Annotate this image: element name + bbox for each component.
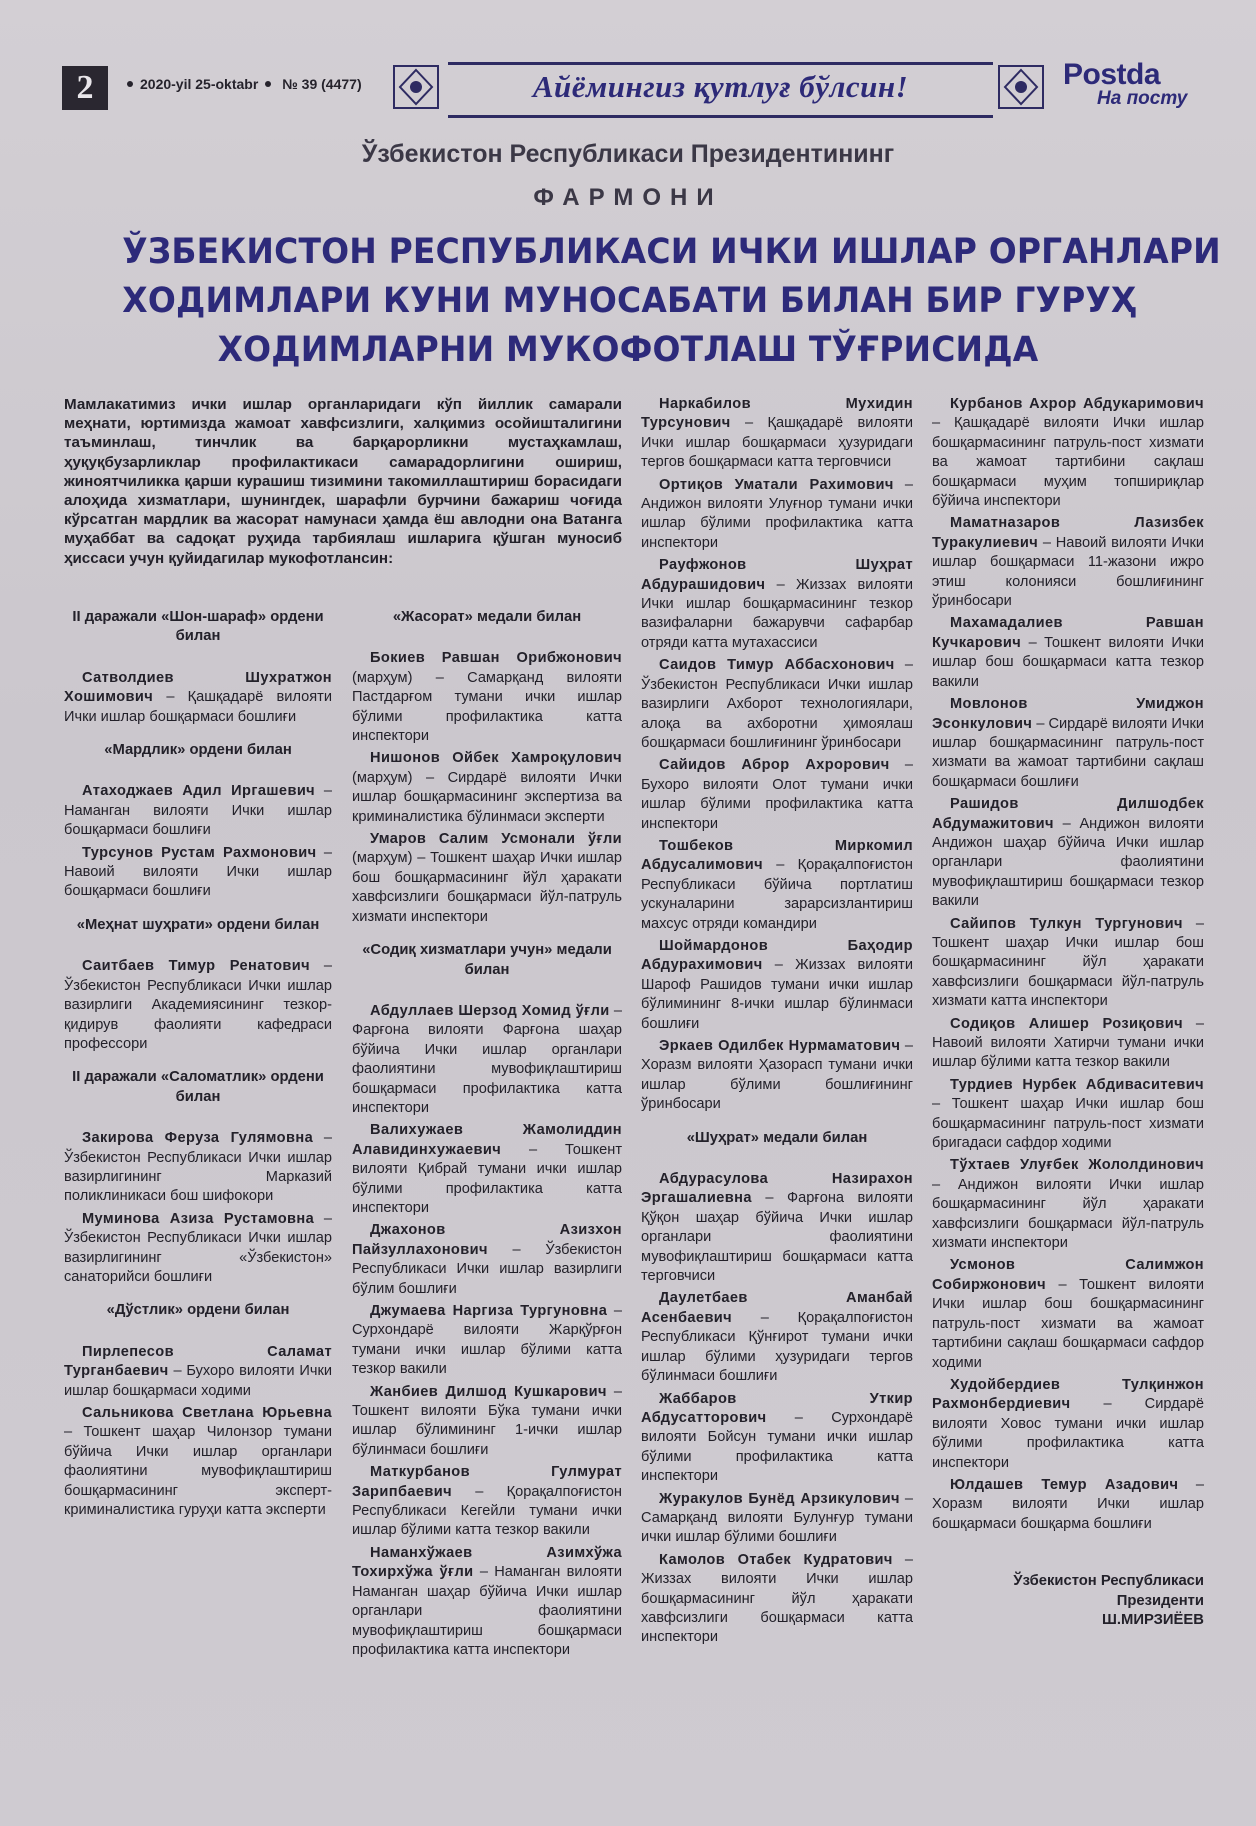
awardee-entry bbox=[64, 669, 332, 727]
awardee-position: – Тошкент вилояти Қибрай тумани ички ишлар бўлими профилактика катта инспектори bbox=[352, 1141, 622, 1216]
awardee-name: Ортиқов Уматали Рахимович bbox=[659, 476, 894, 493]
awardee-entry bbox=[932, 1076, 1204, 1154]
awardee-entry bbox=[352, 1221, 622, 1299]
awardee-entry bbox=[932, 1156, 1204, 1253]
awardee-name: Атаходжаев Адил Иргашевич bbox=[82, 783, 316, 800]
awardee-name: Наркабилов Мухидин Турсунович bbox=[641, 396, 913, 432]
awardee-entry bbox=[641, 556, 913, 653]
awardee-entry bbox=[641, 1551, 913, 1648]
awardee-name: Шоймардонов Баҳодир Абдурахимович bbox=[641, 937, 913, 974]
issue-meta bbox=[120, 76, 362, 92]
awardee-name: Тўхтаев Улуғбек Жололдинович bbox=[950, 1157, 1204, 1174]
awardee-entry bbox=[641, 1289, 913, 1386]
award-section-title: «Мардлик» ордени билан bbox=[104, 742, 292, 759]
issue-date: 2020-yil 25-oktabr bbox=[140, 76, 259, 92]
awardee-name: Маматназаров Лазизбек Туракулиевич bbox=[932, 515, 1204, 551]
newspaper-logo: Postda На посту bbox=[1063, 58, 1188, 109]
awardee-position: (марҳум) – Тошкент шаҳар Ички ишлар бош бошқармасининг йўл ҳаракати хавфсизлиги бошқармаси йўл-патруль хизмати инспектори bbox=[352, 850, 622, 925]
awardee-entry bbox=[352, 649, 622, 746]
awardee-name: Усмонов Салимжон Собиржонович bbox=[932, 1257, 1204, 1293]
awardee-position: – Бухоро вилояти Олот тумани ички ишлар бўлими профилактика катта инспектори bbox=[641, 757, 913, 832]
awardee-name: Тошбеков Миркомил Абдусалимович bbox=[641, 837, 913, 874]
awardee-entry bbox=[641, 395, 913, 473]
awardee-name: Мовлонов Умиджон Эсонкулович bbox=[932, 696, 1204, 732]
signature-block bbox=[932, 1572, 1204, 1630]
awardee-name: Пирлепесов Саламат Турганбаевич bbox=[64, 1343, 332, 1380]
awardee-entry bbox=[932, 795, 1204, 911]
awardee-name: Рашидов Дилшодбек Абдумажитович bbox=[932, 796, 1204, 832]
awardee-name: Абдуллаев Шерзод Хомид ўғли bbox=[370, 1002, 610, 1019]
awardee-entry bbox=[641, 837, 913, 934]
decree-intro: Мамлакатимиз ички ишлар органларидаги кўп йиллик самарали меҳнати, юртимизда жамоат хавфсизлиги, халқимиз осойишталигини таъминлаш, тинчлик ва барқарорликни мустаҳкамлаш, ҳуқуқбузарликлар профилактикаси самарадорлигини ошириш, жиноятчиликка қарши курашиш тизимини такомиллаштириш борасидаги алоҳида хизматлари, шунингдек, шарафли бурчини бажариш чоғида кўрсатган мардлик ва жасорат намунаси ҳамда ёш авлодни она Ватанга муҳаббат ва садоқат руҳида тарбиялаш ишларига қўшган муносиб ҳиссаси учун қуйидагилар мукофотлансин: bbox=[64, 396, 622, 567]
awardee-position: – Андижон вилояти Андижон шаҳар бўйича Ички ишлар органлари фаолиятини мувофиқлаштириш бошқармаси тезкор вакили bbox=[932, 815, 1204, 910]
awardee-entry bbox=[932, 514, 1204, 611]
awardee-position: – Наманган вилояти Наманган шаҳар бўйича Ички ишлар органлари фаолиятини мувофиқлаштириш бошқармаси профилактика катта инспектори bbox=[352, 1564, 623, 1658]
awardee-entry bbox=[352, 1463, 622, 1541]
awardee-entry bbox=[641, 1170, 913, 1286]
awardee-position: – Сурхондарё вилояти Жарқўрғон тумани ички ишлар бўлими катта тезкор вакили bbox=[352, 1303, 622, 1378]
awardee-entry bbox=[64, 1210, 332, 1288]
awardee-position: – Қашқадарё вилояти Ички ишлар бошқармаси бошлиғи bbox=[64, 689, 332, 725]
awardee-name: Махамадалиев Равшан Кучкарович bbox=[932, 615, 1204, 651]
awardee-name: Закирова Феруза Гулямовна bbox=[82, 1130, 314, 1147]
awardee-position: – Бухоро вилояти Ички ишлар бошқармаси ходими bbox=[64, 1363, 332, 1399]
awardee-entry bbox=[352, 830, 622, 927]
awardee-entry bbox=[352, 1383, 622, 1461]
awardee-position: – Тошкент вилояти Бўка тумани ички ишлар бўлимининг 1-ички ишлар бўлинмаси бошлиғи bbox=[352, 1383, 623, 1458]
awardee-position: – Андижон вилояти Улуғнор тумани ички ишлар бўлими профилактика катта инспектори bbox=[641, 476, 914, 551]
awardee-entry bbox=[64, 1343, 332, 1401]
awardee-name: Журакулов Бунёд Арзикулович bbox=[659, 1490, 900, 1507]
awardee-position: – Самарқанд вилояти Булунғур тумани ички ишлар бўлими бошлиғи bbox=[641, 1490, 913, 1546]
awardee-position: – Тошкент вилояти Ички ишлар бош бошқармасининг патруль-пост хизмати ва жамоат тартибини сақлаш бошқармаси сафдор ходими bbox=[932, 1276, 1204, 1371]
awardee-position: – Жиззах вилояти Шароф Рашидов тумани ички ишлар бўлимининг 8-ички ишлар бўлинмаси бошлиғи bbox=[641, 957, 913, 1032]
awardee-position: – Навоий вилояти Ички ишлар бошқармаси 11-жазони ижро этиш колонияси бошлиғининг ўринбосари bbox=[932, 534, 1204, 610]
awardee-position: – Қорақалпоғистон Республикаси Кегейли тумани ички ишлар бўлими катта тезкор вакили bbox=[352, 1483, 622, 1539]
ornament-icon bbox=[392, 64, 440, 110]
decree-title-line: ХОДИМЛАРНИ МУКОФОТЛАШ ТЎҒРИСИДА bbox=[217, 330, 1039, 370]
awardee-position: – Сурхондарё вилояти Бойсун тумани ички ишлар бўлими профилактика катта инспектори bbox=[641, 1409, 913, 1485]
awardee-entry bbox=[64, 1404, 332, 1520]
awardee-position: – Навоий вилояти Ички ишлар бошқармаси бошлиғи bbox=[64, 844, 332, 900]
awardee-name: Маткурбанов Гулмурат Зарипбаевич bbox=[352, 1464, 622, 1500]
awardee-name: Сайипов Тулкун Тургунович bbox=[950, 915, 1183, 932]
awardee-name: Даулетбаев Аманбай Асенбаевич bbox=[641, 1290, 913, 1326]
awardee-entry bbox=[932, 614, 1204, 692]
column-4 bbox=[932, 395, 1204, 1630]
awardee-position: (марҳум) – Самарқанд вилояти Пастдарғом тумани ички ишлар бўлими профилактика катта инспектори bbox=[352, 669, 622, 745]
column-2 bbox=[352, 395, 622, 1663]
awardee-name: Умаров Салим Усмонали ўғли bbox=[370, 831, 622, 848]
awardee-position: – Тошкент шаҳар Ички ишлар бош бошқармасининг йўл ҳаракати хавфсизлиги бошқармаси йўл-патруль хизмати катта инспектори bbox=[932, 915, 1204, 1010]
awardee-position: – Навоий вилояти Хатирчи тумани ички ишлар бўлими катта тезкор вакили bbox=[932, 1015, 1205, 1071]
column-3 bbox=[641, 395, 913, 1651]
awardee-name: Бокиев Равшан Орибжонович bbox=[370, 650, 622, 667]
awardee-name: Саитбаев Тимур Ренатович bbox=[82, 958, 310, 975]
award-section-title: «Жасорат» медали билан bbox=[392, 609, 582, 625]
awardee-position: – Ўзбекистон Республикаси Ички ишлар вазирлигининг Марказий поликлиникаси бош шифокори bbox=[64, 1130, 332, 1205]
decree-title-line: ХОДИМЛАРИ КУНИ МУНОСАБАТИ БИЛАН БИР ГУРУҲ bbox=[122, 281, 1137, 321]
awardee-name: Абдурасулова Назирахон Эргашалиевна bbox=[641, 1171, 913, 1207]
awardee-name: Рауфжонов Шуҳрат Абдурашидович bbox=[641, 557, 913, 593]
awardee-entry bbox=[64, 782, 332, 840]
awardee-name: Сатволдиев Шухратжон Хошимович bbox=[64, 669, 332, 706]
awardee-position: – Жиззах вилояти Ички ишлар бошқармасининг тезкор вазифаларни бажарувчи сафарбар отряди катта мутахассиси bbox=[641, 576, 913, 651]
awardee-entry bbox=[352, 1544, 622, 1660]
awardee-entry bbox=[352, 1002, 622, 1118]
awardee-name: Камолов Отабек Кудратович bbox=[659, 1551, 893, 1568]
awardee-entry bbox=[641, 476, 913, 554]
awardee-position: – Ўзбекистон Республикаси Ички ишлар вазирлиги Академиясининг тезкор-қидирув фаолияти кафедраси профессори bbox=[64, 958, 332, 1052]
holiday-banner: Айёмингиз қутлуғ бўлсин! bbox=[448, 62, 993, 118]
awardee-name: Содиқов Алишер Розиқович bbox=[950, 1015, 1183, 1032]
awardee-name: Сайидов Аброр Ахрорович bbox=[659, 757, 890, 774]
awardee-entry bbox=[641, 1037, 913, 1115]
award-section-title: «Шуҳрат» медали билан bbox=[686, 1129, 868, 1146]
awardee-position: – Ўзбекистон Республикаси Ички ишлар вазирлигининг «Ўзбекистон» санаторийси бошлиғи bbox=[64, 1210, 332, 1285]
awardee-position: – Тошкент вилояти Ички ишлар бош бошқармаси катта тезкор вакили bbox=[932, 634, 1204, 690]
awardee-name: Турдиев Нурбек Абдиваситевич bbox=[950, 1076, 1204, 1093]
awardee-entry bbox=[932, 1376, 1204, 1473]
awardee-position: – Сирдарё вилояти Ховос тумани ички ишлар бўлими профилактика катта инспектори bbox=[932, 1396, 1204, 1471]
ornament-icon bbox=[997, 64, 1045, 110]
signature-line: Ўзбекистон Республикаси bbox=[1013, 1573, 1204, 1590]
decree-title-line: ЎЗБЕКИСТОН РЕСПУБЛИКАСИ ИЧКИ ИШЛАР ОРГАНЛАРИ bbox=[122, 232, 1221, 272]
page-number: 2 bbox=[62, 66, 108, 110]
awardee-name: Джумаева Наргиза Тургуновна bbox=[370, 1303, 608, 1319]
awardee-name: Нишонов Ойбек Хамроқулович bbox=[370, 750, 622, 767]
signature-name: Ш.МИРЗИЁЕВ bbox=[1102, 1611, 1204, 1628]
awardee-name: Юлдашев Темур Азадович bbox=[950, 1476, 1179, 1493]
decree-title bbox=[90, 228, 1221, 375]
award-section-title: «Содиқ хизматлари учун» медали билан bbox=[362, 942, 612, 978]
issue-number: № 39 (4477) bbox=[282, 76, 362, 92]
column-1 bbox=[64, 395, 332, 1523]
awardee-entry bbox=[932, 695, 1204, 792]
awardee-position: – Фарғона вилояти Қўқон шаҳар бўйича Ички ишлар органлари фаолиятини мувофиқлаштириш бошқармаси катта терговчиси bbox=[641, 1190, 913, 1285]
award-section-title: «Меҳнат шуҳрати» ордени билан bbox=[76, 916, 320, 933]
awardee-position: – Тошкент шаҳар Чилонзор тумани бўйича Ички ишлар органлари фаолиятини мувофиқлаштириш бошқармасининг эксперт-криминалистика гуруҳи катта эксперти bbox=[64, 1424, 332, 1519]
awardee-position: – Хоразм вилояти Ҳазорасп тумани ички ишлар бўлими бошлиғининг ўринбосари bbox=[641, 1038, 914, 1113]
awardee-position: – Фарғона вилояти Фарғона шаҳар бўйича Ички ишлар органлари фаолиятини мувофиқлаштириш бошқармаси профилактика катта инспектори bbox=[352, 1002, 623, 1116]
awardee-entry bbox=[932, 1256, 1204, 1372]
awardee-position: – Ўзбекистон Республикаси Ички ишлар вазирлиги Ахборот технологиялари, алоқа ва ахборотни ҳимоялаш бошқармаси бошлиғининг ўринбосари bbox=[641, 657, 914, 751]
awardee-entry bbox=[641, 1390, 913, 1487]
president-heading: Ўзбекистон Республикаси Президентининг bbox=[361, 140, 895, 168]
awardee-entry bbox=[932, 1015, 1204, 1073]
awardee-position: – Андижон вилояти Ички ишлар бошқармасининг йўл ҳаракати хавфсизлиги бошқармаси йўл-патруль хизмати инспектори bbox=[932, 1176, 1204, 1252]
awardee-entry bbox=[641, 1490, 913, 1548]
awardee-name: Турсунов Рустам Рахмонович bbox=[82, 844, 317, 861]
awardee-name: Курбанов Ахрор Абдукаримович bbox=[950, 396, 1204, 412]
awardee-position: – Тошкент шаҳар Ички ишлар бош бошқармасининг патруль-пост хизмати бригадаси сафдор ходими bbox=[932, 1096, 1204, 1152]
awardee-position: – Наманган вилояти Ички ишлар бошқармаси бошлиғи bbox=[64, 783, 332, 839]
awardee-entry bbox=[352, 749, 622, 827]
awardee-entry bbox=[932, 1476, 1204, 1534]
awardee-entry bbox=[64, 1129, 332, 1207]
awardee-entry bbox=[64, 844, 332, 902]
awardee-position: – Қашқадарё вилояти Ички ишлар бошқармасининг патруль-пост хизмати ва жамоат тартибини сақлаш бошқармаси муҳим топшириқлар бўйича инспектори bbox=[932, 415, 1204, 510]
awardee-entry bbox=[932, 915, 1204, 1012]
awardee-entry bbox=[64, 957, 332, 1054]
awardee-position: – Қашқадарё вилояти Ички ишлар бошқармаси ҳузуридаги тергов бошқармаси катта терговчиси bbox=[641, 415, 913, 471]
awardee-entry bbox=[641, 756, 913, 834]
awardee-entry bbox=[352, 1302, 622, 1380]
awardee-entry bbox=[641, 937, 913, 1034]
awardee-position: (марҳум) – Сирдарё вилояти Ички ишлар бошқармасининг экспертиза ва криминалистика бўлинмаси эксперти bbox=[352, 769, 622, 825]
awardee-name: Наманхўжаев Азимхўжа Тохирхўжа ўғли bbox=[352, 1544, 622, 1581]
awardee-position: – Хоразм вилояти Ички ишлар бошқармаси бошқарма бошлиғи bbox=[932, 1476, 1204, 1532]
awardee-position: – Қорақалпоғистон Республикаси бўйича портлатиш ускуналарини зарарсизлантириш махсус отряди командири bbox=[641, 857, 913, 932]
awardee-position: – Қорақалпоғистон Республикаси Қўнғирот тумани ички ишлар бўлими ҳузуридаги тергов бўлинмаси бошлиғи bbox=[641, 1309, 913, 1385]
awardee-position: – Жиззах вилояти Ички ишлар бошқармасининг йўл ҳаракати хавфсизлиги бошқармаси катта инспектори bbox=[641, 1551, 914, 1646]
awardee-name: Муминова Азиза Рустамовна bbox=[82, 1210, 315, 1227]
awardee-entry bbox=[932, 395, 1204, 511]
award-section-title: «Дўстлик» ордени билан bbox=[106, 1302, 290, 1319]
awardee-entry bbox=[641, 656, 913, 753]
awardee-name: Эркаев Одилбек Нурмаматович bbox=[659, 1038, 901, 1054]
awardee-name: Саидов Тимур Аббасхонович bbox=[659, 657, 895, 674]
awardee-position: – Ўзбекистон Республикаси Ички ишлар вазирлиги бўлим бошлиғи bbox=[352, 1241, 622, 1297]
signature-line: Президенти bbox=[1116, 1592, 1204, 1609]
awardee-name: Жаббаров Уткир Абдусатторович bbox=[641, 1390, 913, 1426]
decree-heading: ФАРМОНИ bbox=[533, 184, 723, 211]
awardee-position: – Сирдарё вилояти Ички ишлар бошқармасининг патруль-пост хизмати ва жамоат тартибини сақлаш бошқармаси бошлиғи bbox=[932, 715, 1205, 790]
award-section-title: II даражали «Шон-шараф» ордени билан bbox=[72, 609, 324, 645]
award-section-title: II даражали «Саломатлик» ордени билан bbox=[72, 1069, 324, 1105]
page-header bbox=[62, 58, 1212, 112]
awardee-name: Джахонов Азизхон Пайзуллахонович bbox=[352, 1222, 622, 1258]
awardee-name: Сальникова Светлана Юрьевна bbox=[82, 1405, 332, 1421]
awardee-name: Валихужаев Жамолиддин Алавидинхужаевич bbox=[352, 1122, 622, 1158]
awardee-entry bbox=[352, 1121, 622, 1218]
awardee-name: Жанбиев Дилшод Кушкарович bbox=[370, 1383, 607, 1400]
awardee-name: Худойбердиев Тулқинжон Рахмонбердиевич bbox=[932, 1376, 1204, 1413]
